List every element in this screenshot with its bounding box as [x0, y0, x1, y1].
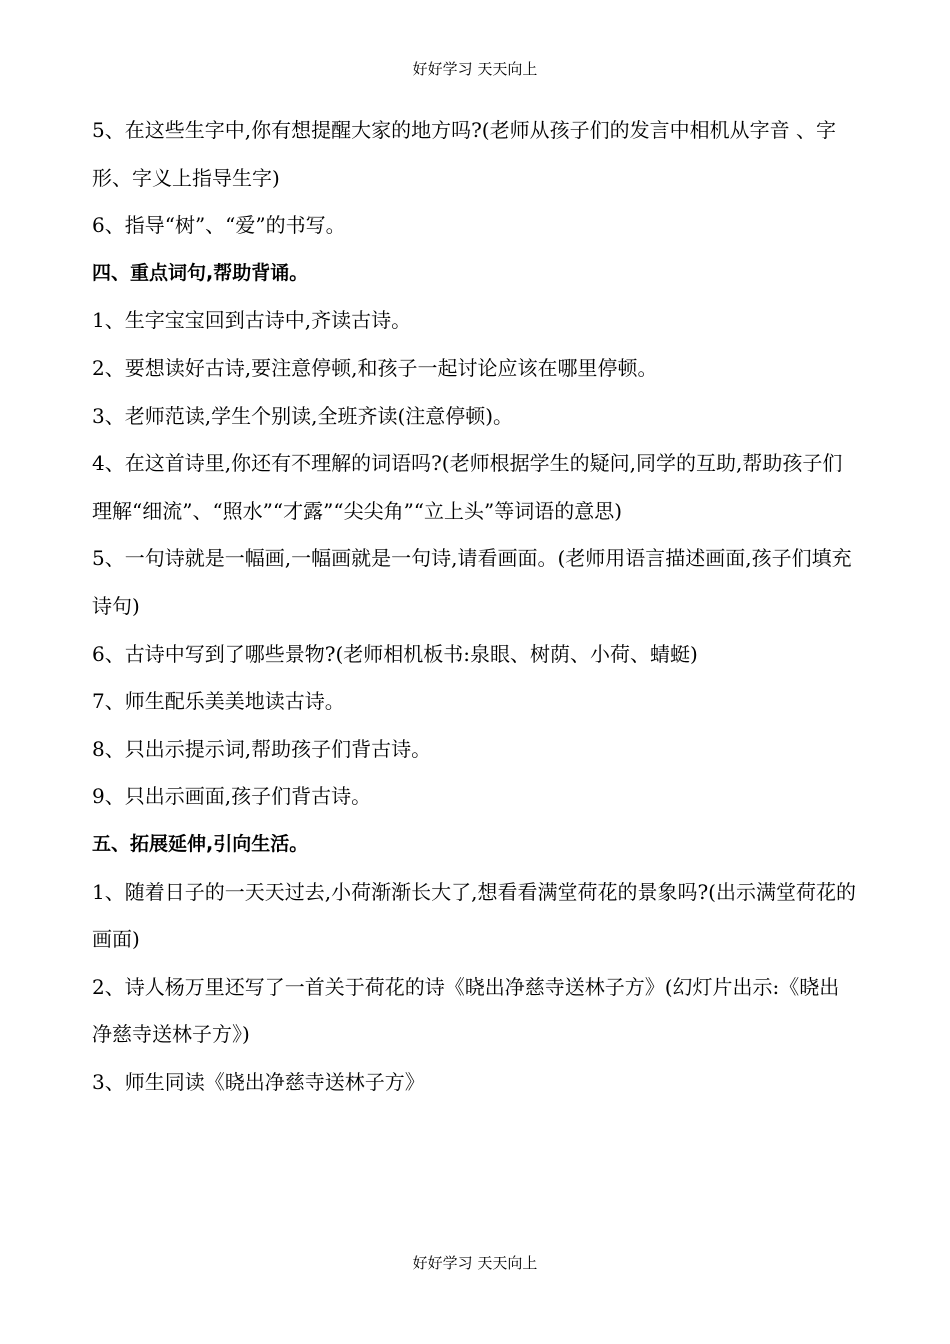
paragraph-step-4-vocabulary: 4、在这首诗里,你还有不理解的词语吗?(老师根据学生的疑问,同学的互助,帮助孩子们理解“细流”、“照水”“才露”“尖尖角”“立上头”等词语的意思): [92, 451, 843, 523]
paragraph-extend-1-lotus: 1、随着日子的一天天过去,小荷渐渐长大了,想看看满堂荷花的景象吗?(出示满堂荷花的画面): [92, 879, 856, 952]
paragraph-extend-2-new-poem: 2、诗人杨万里还写了一首关于荷花的诗《晓出净慈寺送林子方》(幻灯片出示:《晓出净慈寺送林子方》): [92, 974, 840, 1047]
paragraph-step-2-pauses: 2、要想读好古诗,要注意停顿,和孩子一起讨论应该在哪里停顿。: [92, 355, 658, 380]
document-body: [92, 107, 858, 1106]
page-footer: 好好学习 天天向上: [412, 1254, 538, 1272]
paragraph-step-9-recite: 9、只出示画面,孩子们背古诗。: [92, 784, 372, 809]
paragraph-step-5-poem-picture: 5、一句诗就是一幅画,一幅画就是一句诗,请看画面。(老师用语言描述画面,孩子们填充诗句): [92, 546, 852, 618]
paragraph-step-3-model-reading: 3、老师范读,学生个别读,全班齐读(注意停顿)。: [92, 403, 514, 428]
section-heading-4: 四、重点词句,帮助背诵。: [92, 261, 309, 284]
paragraph-item-6-writing-guide: 6、指导“树”、“爱”的书写。: [92, 213, 346, 238]
page-header: 好好学习 天天向上: [412, 60, 538, 78]
paragraph-step-6-scenery: 6、古诗中写到了哪些景物?(老师相机板书:泉眼、树荫、小荷、蜻蜓): [92, 641, 698, 666]
paragraph-item-5-character-tips: 5、在这些生字中,你有想提醒大家的地方吗?(老师从孩子们的发言中相机从字音 、字形、字义上指导生字): [92, 118, 836, 190]
paragraph-step-8-hint-words: 8、只出示提示词,帮助孩子们背古诗。: [92, 736, 432, 761]
paragraph-extend-3-read-together: 3、师生同读《晓出净慈寺送林子方》: [92, 1069, 425, 1094]
paragraph-step-1-read-together: 1、生字宝宝回到古诗中,齐读古诗。: [92, 308, 412, 333]
section-heading-5: 五、拓展延伸,引向生活。: [92, 832, 309, 855]
paragraph-step-7-music-reading: 7、师生配乐美美地读古诗。: [92, 689, 345, 714]
